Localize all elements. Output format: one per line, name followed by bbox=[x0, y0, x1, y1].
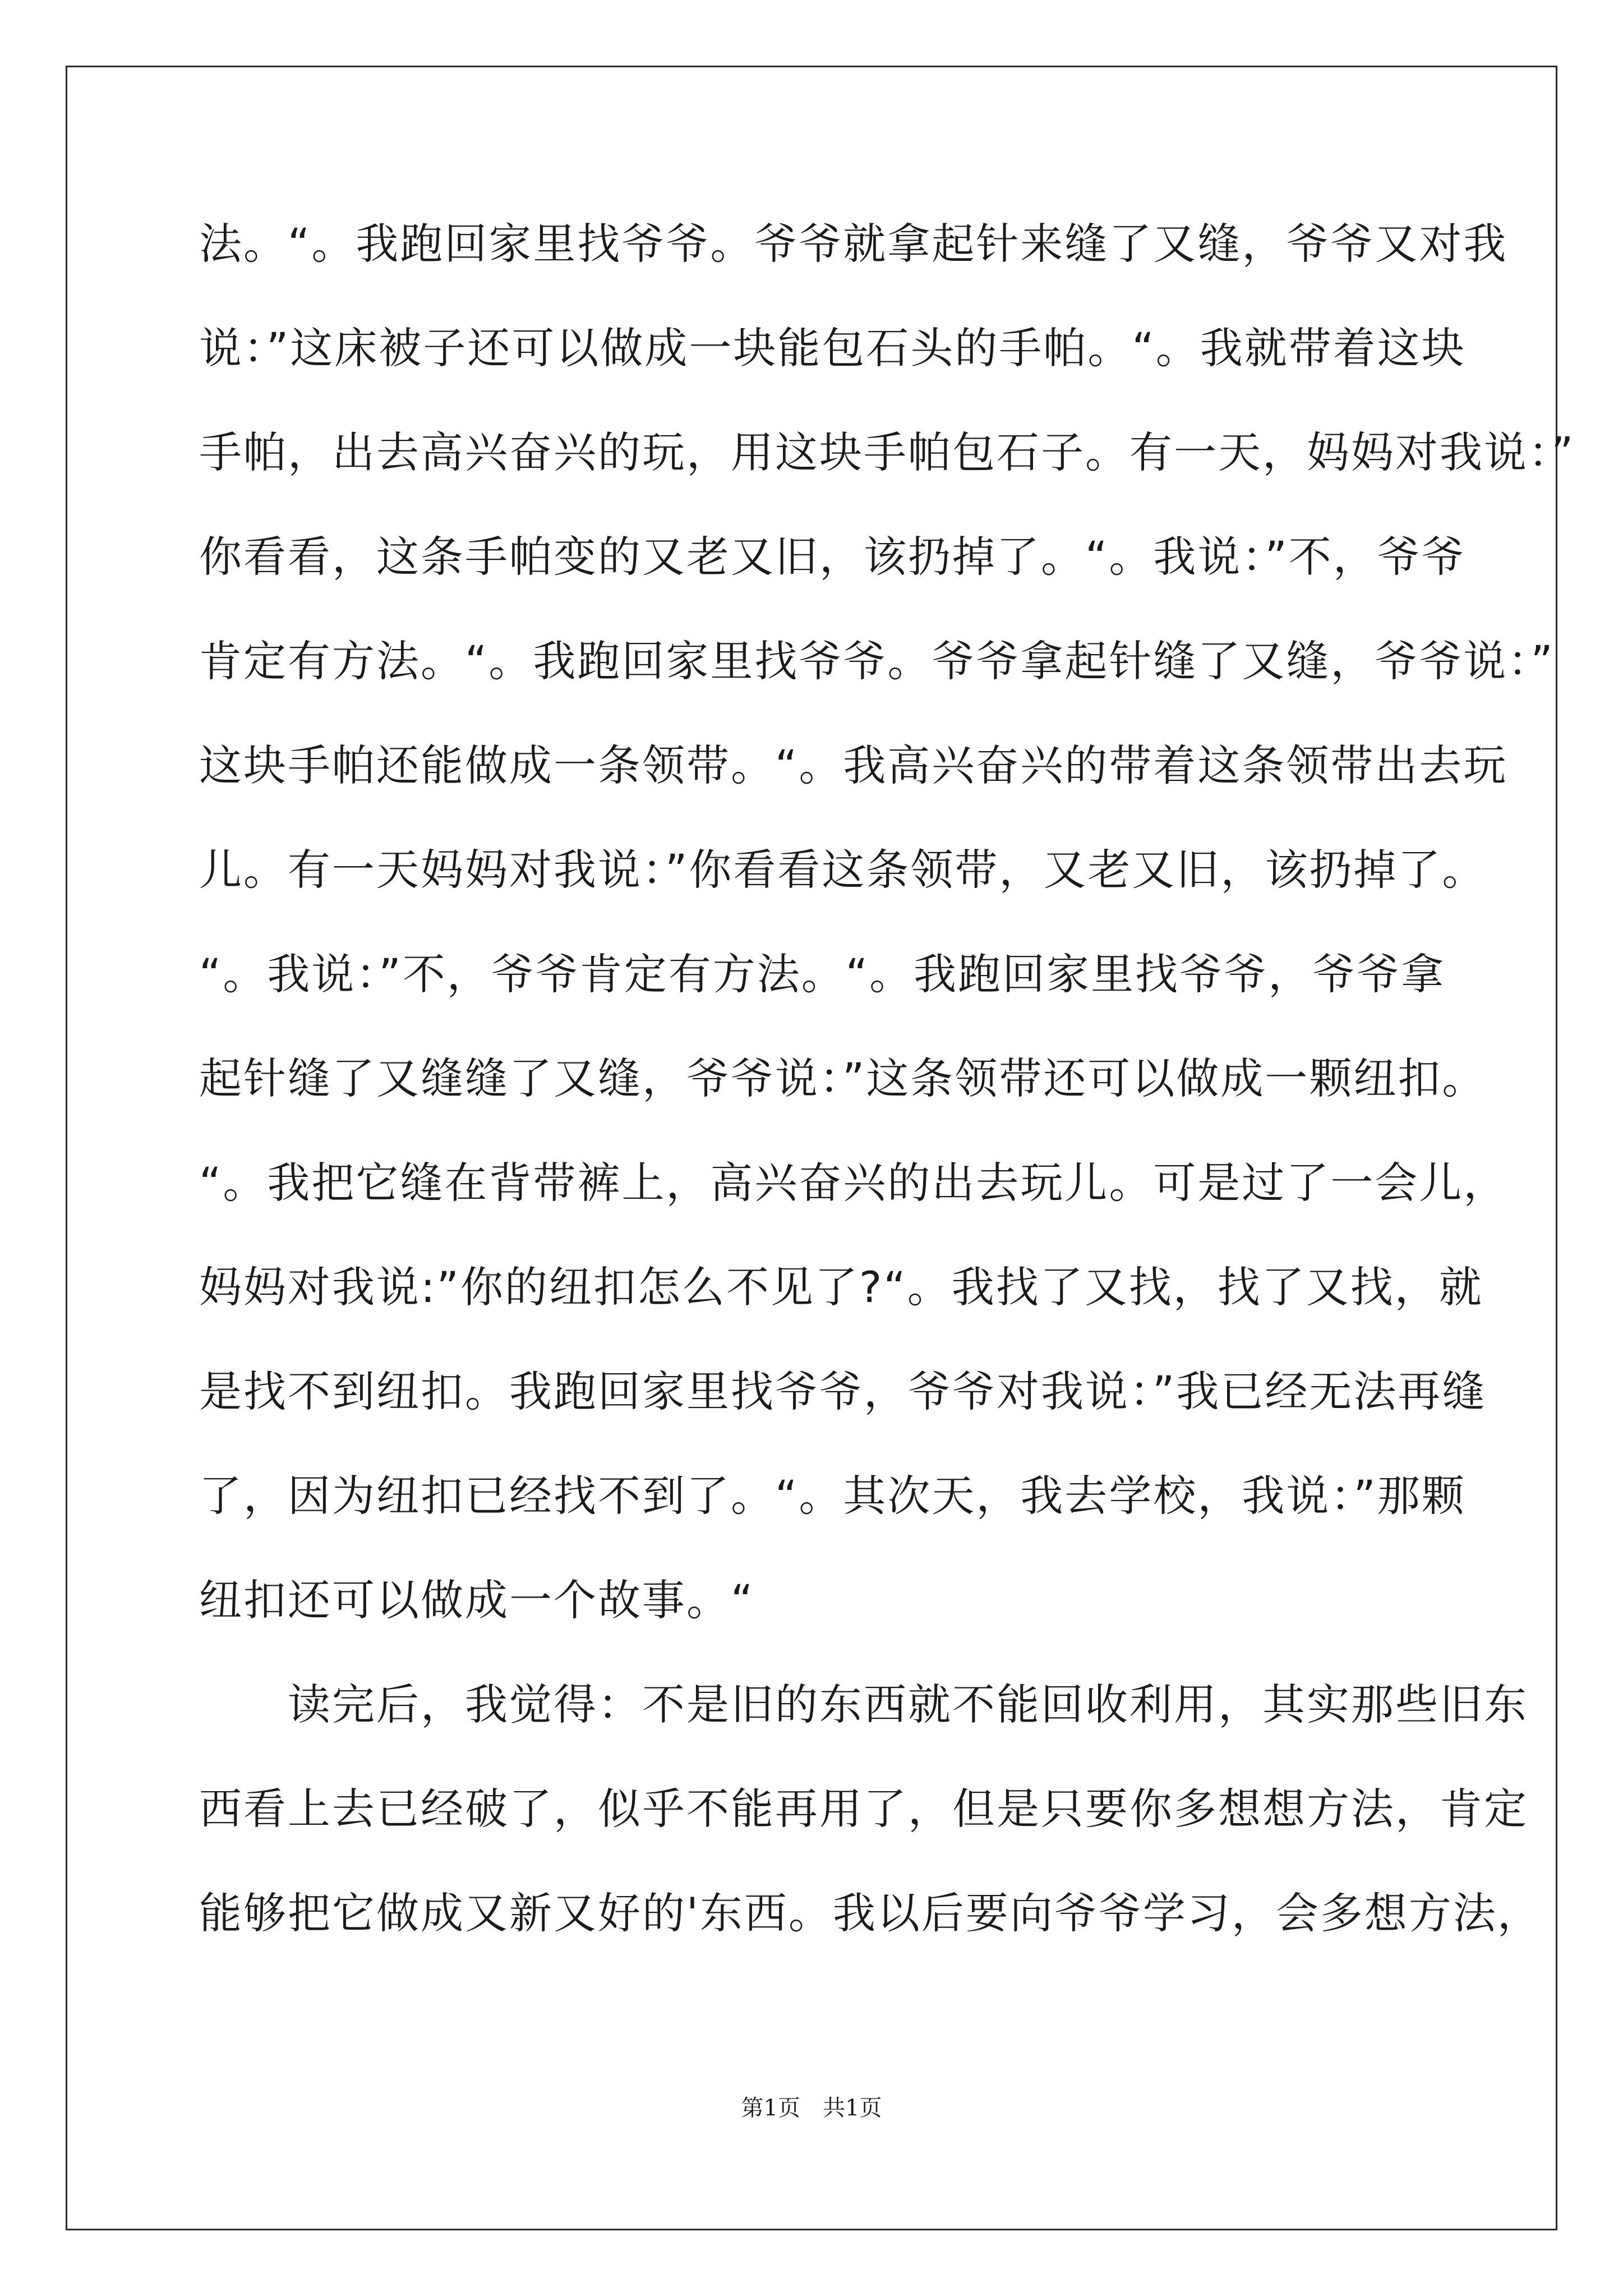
text-line: “。我把它缝在背带裤上，高兴奋兴的出去玩儿。可是过了一会儿， bbox=[199, 1158, 1508, 1208]
text-line: 儿。有一天妈妈对我说：”你看看这条领带，又老又旧，该扔掉了。 bbox=[199, 845, 1487, 895]
text-line: 手帕，出去高兴奋兴的玩，用这块手帕包石子。有一天，妈妈对我说：” bbox=[199, 427, 1575, 477]
page-number: 第1页 bbox=[741, 2095, 800, 2121]
text-line: 是找不到纽扣。我跑回家里找爷爷，爷爷对我说：”我已经无法再缝 bbox=[199, 1366, 1487, 1416]
text-line: 西看上去已经破了，似乎不能再用了，但是只要你多想想方法，肯定 bbox=[199, 1784, 1528, 1834]
page-total: 共1页 bbox=[823, 2095, 882, 2121]
text-line: 妈妈对我说:”你的纽扣怎么不见了?“。我找了又找，找了又找，就 bbox=[199, 1262, 1483, 1312]
text-line: 起针缝了又缝缝了又缝，爷爷说：”这条领带还可以做成一颗纽扣。 bbox=[199, 1053, 1487, 1103]
text-line: 肯定有方法。“。我跑回家里找爷爷。爷爷拿起针缝了又缝，爷爷说：” bbox=[199, 636, 1555, 686]
text-line: “。我说：”不，爷爷肯定有方法。“。我跑回家里找爷爷，爷爷拿 bbox=[199, 949, 1446, 999]
text-line: 了，因为纽扣已经找不到了。“。其次天，我去学校，我说：”那颗 bbox=[199, 1471, 1466, 1521]
text-line: 法。“。我跑回家里找爷爷。爷爷就拿起针来缝了又缝，爷爷又对我 bbox=[199, 219, 1508, 269]
text-line: 能够把它做成又新又好的'东西。我以后要向爷爷学习，会多想方法， bbox=[199, 1888, 1542, 1938]
page-footer bbox=[0, 2094, 1623, 2122]
text-line: 读完后，我觉得：不是旧的东西就不能回收利用，其实那些旧东 bbox=[199, 1680, 1528, 1729]
text-line: 说：”这床被子还可以做成一块能包石头的手帕。“。我就带着这块 bbox=[199, 323, 1466, 373]
text-line: 这块手帕还能做成一条领带。“。我高兴奋兴的带着这条领带出去玩 bbox=[199, 740, 1508, 790]
text-line: 纽扣还可以做成一个故事。“ bbox=[199, 1575, 755, 1625]
text-line: 你看看，这条手帕变的又老又旧，该扔掉了。“。我说：”不，爷爷 bbox=[199, 532, 1466, 582]
